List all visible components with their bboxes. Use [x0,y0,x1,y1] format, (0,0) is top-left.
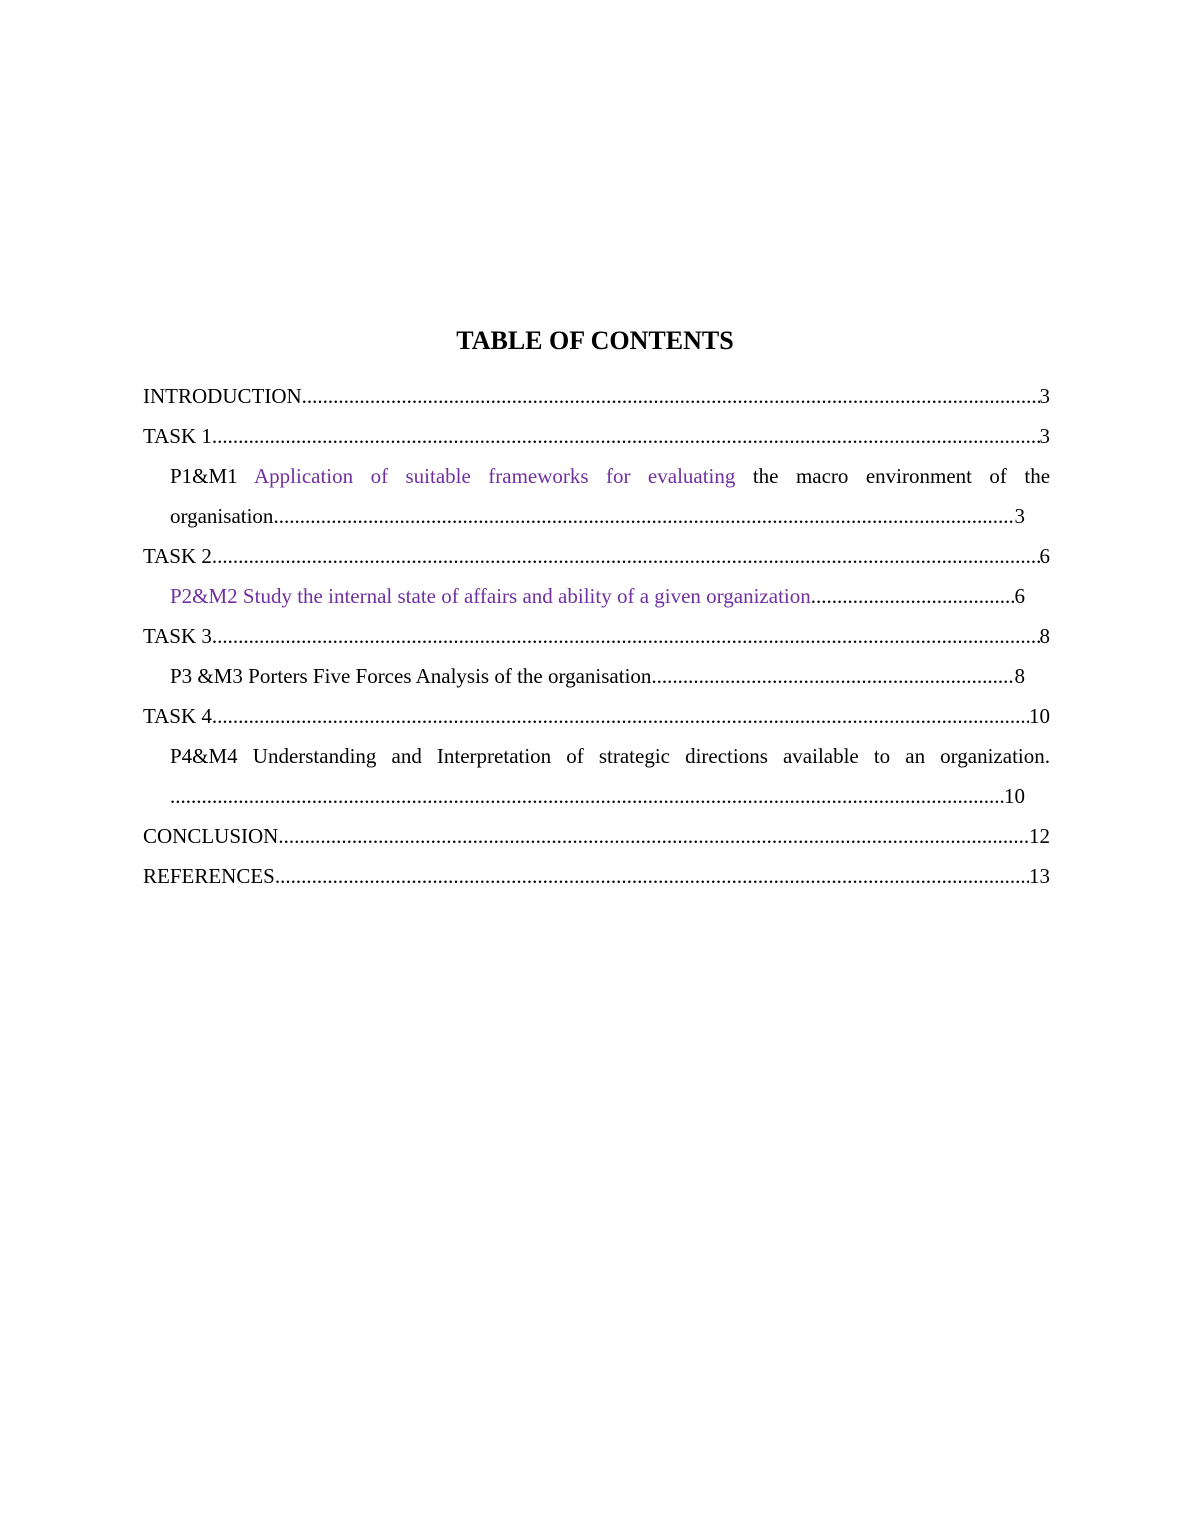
dot-leader [212,616,1040,656]
toc-entry-label: TASK 1 [143,424,212,448]
toc-entry-p2-m2[interactable] [170,576,1025,616]
toc-entry-label: TASK 3 [143,624,212,648]
toc-page-number: 10 [1029,704,1050,728]
toc-entry-label: TASK 2 [143,544,212,568]
toc-entry-prefix: P1&M1 [170,464,238,488]
toc-page-number: 13 [1029,864,1050,888]
toc-entry-label: P3 &M3 Porters Five Forces Analysis of the organisation [170,664,652,688]
dot-leader [273,496,1014,536]
toc-entry-conclusion[interactable] [143,816,1050,856]
dot-leader [212,696,1029,736]
dot-leader [212,416,1040,456]
toc-page-number: 8 [1014,664,1025,688]
dot-leader [651,656,1014,696]
toc-entry-second-line [170,776,1025,816]
toc-entry-task-3[interactable] [143,616,1050,656]
page-title: TABLE OF CONTENTS [456,326,734,355]
dot-leader [170,776,1004,816]
toc-entry-label: INTRODUCTION [143,384,302,408]
dot-leader [275,856,1029,896]
dot-leader [212,536,1040,576]
toc-entry-introduction[interactable] [143,376,1050,416]
toc-page-number: 3 [1039,424,1050,448]
toc-page-number: 6 [1014,584,1025,608]
toc-entry-highlight: Application of suitable frameworks for evaluating [253,464,736,488]
toc-entry-text: P4&M4 Understanding and Interpretation of strategic directions available to an organization. [170,744,1050,768]
dot-leader [302,376,1040,416]
dot-leader [811,576,1015,616]
toc-entry-first-line [170,456,1050,496]
toc-page-number: 8 [1039,624,1050,648]
toc-page-number: 3 [1014,504,1025,528]
toc-entry-p4-m4[interactable] [170,736,1050,816]
toc-entry-label: CONCLUSION [143,824,279,848]
toc-entry-task-1[interactable] [143,416,1050,456]
toc-entry-first-line [170,736,1050,776]
toc-entry-label: REFERENCES [143,864,275,888]
dot-leader [278,816,1029,856]
toc-page-number: 12 [1029,824,1050,848]
toc-page-number: 6 [1039,544,1050,568]
toc-entry-references[interactable] [143,856,1050,896]
toc-entry-label: P2&M2 Study the internal state of affairs and ability of a given organization [170,584,811,608]
toc-entry-p1-m1[interactable] [170,456,1050,536]
toc-entry-suffix: the macro environment of the [752,464,1050,488]
toc-entry-label: TASK 4 [143,704,212,728]
toc-entry-p3-m3[interactable] [170,656,1025,696]
table-of-contents [143,376,1050,896]
toc-entry-continuation: organisation [170,504,274,528]
toc-entry-task-2[interactable] [143,536,1050,576]
toc-entry-second-line [170,496,1025,536]
toc-page-number: 3 [1039,384,1050,408]
toc-entry-task-4[interactable] [143,696,1050,736]
toc-page-number: 10 [1004,784,1025,808]
